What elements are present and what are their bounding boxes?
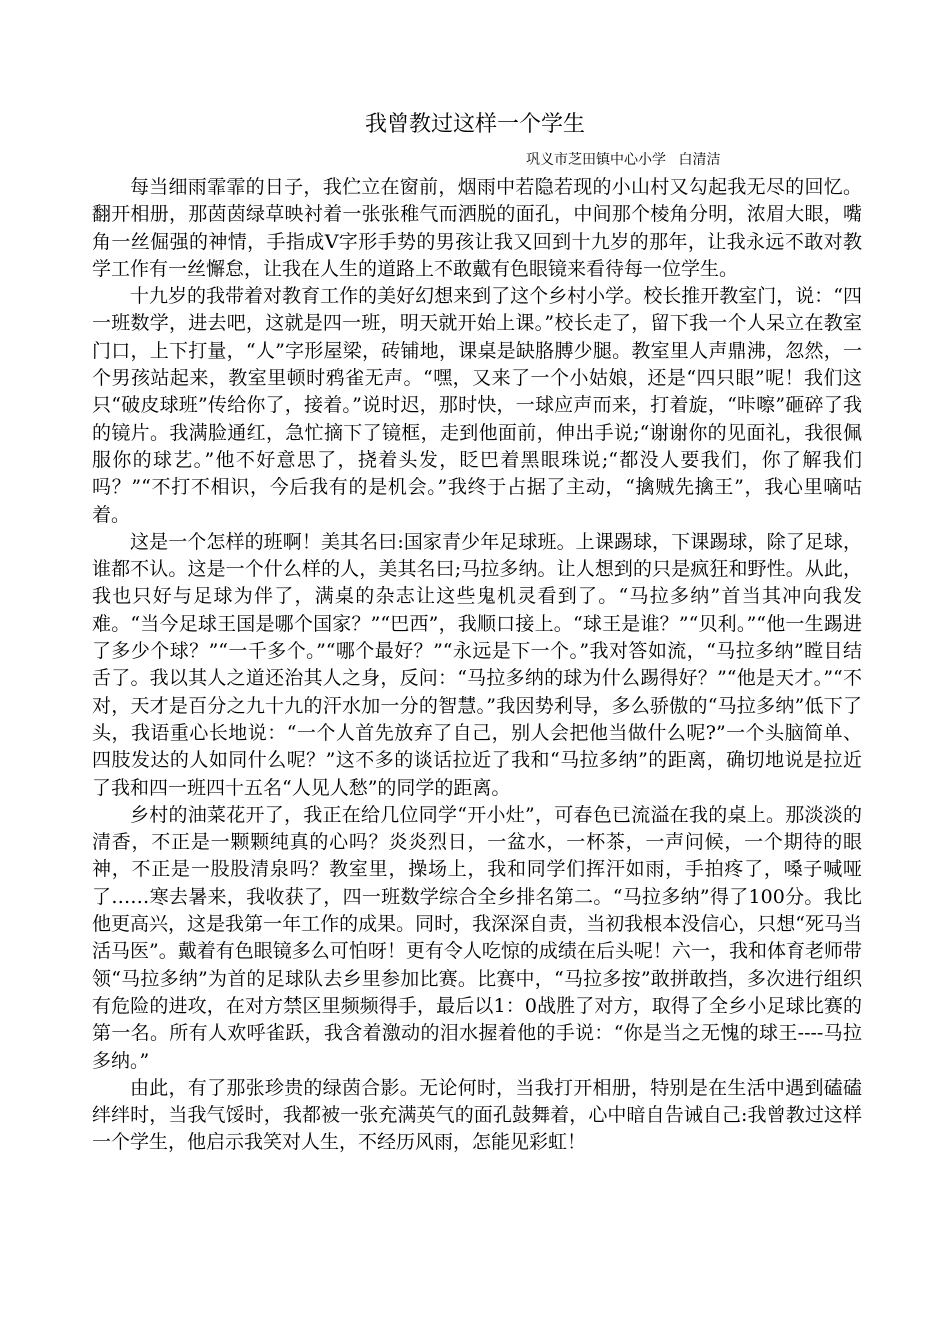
paragraph-3: 这是一个怎样的班啊！美其名曰:国家青少年足球班。上课踢球，下课踢球，除了足球，谁都不认。这是一个什么样的人，美其名曰;马拉多纳。让人想到的只是疯狂和野性。从此，我也只好与足球为伴了，满桌的杂志让这些鬼机灵看到了。“马拉多纳”首当其冲向我发难。“当今足球王国是哪个国家？”“巴西”，我顺口接上。“球王是谁？”“贝利。”“他一生踢进了多少个球？”“一千多个。”“哪个最好？”“永远是下一个。”我对答如流，“马拉多纳”瞠目结舌了。我以其人之道还治其人之身，反问：“马拉多纳的球为什么踢得好？”“他是天才。”“不对，天才是百分之九十九的汗水加一分的智慧。”我因势利导，多么骄傲的“马拉多纳”低下了头，我语重心长地说：“一个人首先放弃了自己，别人会把他当做什么呢?”一个头脑简单、四肢发达的人如同什么呢？”这不多的谈话拉近了我和“马拉多纳”的距离，确切地说是拉近了我和四一班四十五名“人见人愁”的同学的距离。: [92, 530, 862, 799]
author-name: 白清洁: [678, 152, 721, 168]
paragraph-1: 每当细雨霏霏的日子，我伫立在窗前，烟雨中若隐若现的小山村又勾起我无尽的回忆。翻开相册，那茵茵绿草映衬着一张张稚气而洒脱的面孔，中间那个棱角分明，浓眉大眼，嘴角一丝倔强的神情，手指成V字形手势的男孩让我又回到十九岁的那年，让我永远不敢对教学工作有一丝懈怠，让我在人生的道路上不敢戴有色眼镜来看待每一位学生。: [92, 176, 862, 280]
article-body: [92, 174, 862, 1157]
paragraph-5: 由此，有了那张珍贵的绿茵合影。无论何时，当我打开相册，特别是在生活中遇到磕磕绊绊时，当我气馁时，我都被一张充满英气的面孔鼓舞着，心中暗自告诫自己:我曾教过这样一个学生，他启示我笑对人生，不经历风雨，怎能见彩虹！: [92, 1076, 862, 1154]
author-organization: 巩义市芝田镇中心小学: [526, 152, 666, 168]
author-byline: [526, 150, 720, 170]
paragraph-4: 乡村的油菜花开了，我正在给几位同学“开小灶”，可春色已流溢在我的桌上。那淡淡的清香，不正是一颗颗纯真的心吗？炎炎烈日，一盆水，一杯茶，一声问候，一个期待的眼神，不正是一股股清泉吗？教室里，操场上，我和同学们挥汗如雨，手拍疼了，嗓子喊哑了……寒去暑来，我收获了，四一班数学综合全乡排名第二。“马拉多纳”得了100分。我比他更高兴，这是我第一年工作的成果。同时，我深深自责，当初我根本没信心，只想“死马当活马医”。戴着有色眼镜多么可怕呀！更有令人吃惊的成绩在后头呢！六一，我和体育老师带领“马拉多纳”为首的足球队去乡里参加比赛。比赛中，“马拉多按”敢拼敢挡，多次进行组织有危险的进攻，在对方禁区里频频得手，最后以1：0战胜了对方，取得了全乡小足球比赛的第一名。所有人欢呼雀跃，我含着激动的泪水握着他的手说：“你是当之无愧的球王----马拉多纳。”: [92, 803, 862, 1072]
document-title: 我曾教过这样一个学生: [364, 112, 585, 137]
paragraph-2: 十九岁的我带着对教育工作的美好幻想来到了这个乡村小学。校长推开教室门，说：“四一班数学，进去吧，这就是四一班，明天就开始上课。”校长走了，留下我一个人呆立在教室门口，上下打量，“人”字形屋梁，砖铺地，课桌是缺胳膊少腿。教室里人声鼎沸，忽然，一个男孩站起来，教室里顿时鸦雀无声。“嘿，又来了一个小姑娘，还是“四只眼”呢！我们这只“破皮球班”传给你了，接着。”说时迟，那时快，一球应声而来，打着旋，“咔嚓”砸碎了我的镜片。我满脸通红，急忙摘下了镜框，走到他面前，伸出手说;“谢谢你的见面礼，我很佩服你的球艺。”他不好意思了，挠着头发，眨巴着黑眼珠说;“都没人要我们，你了解我们吗？”“不打不相识，今后我有的是机会。”我终于占据了主动，“擒贼先擒王”，我心里嘀咕着。: [92, 285, 862, 526]
